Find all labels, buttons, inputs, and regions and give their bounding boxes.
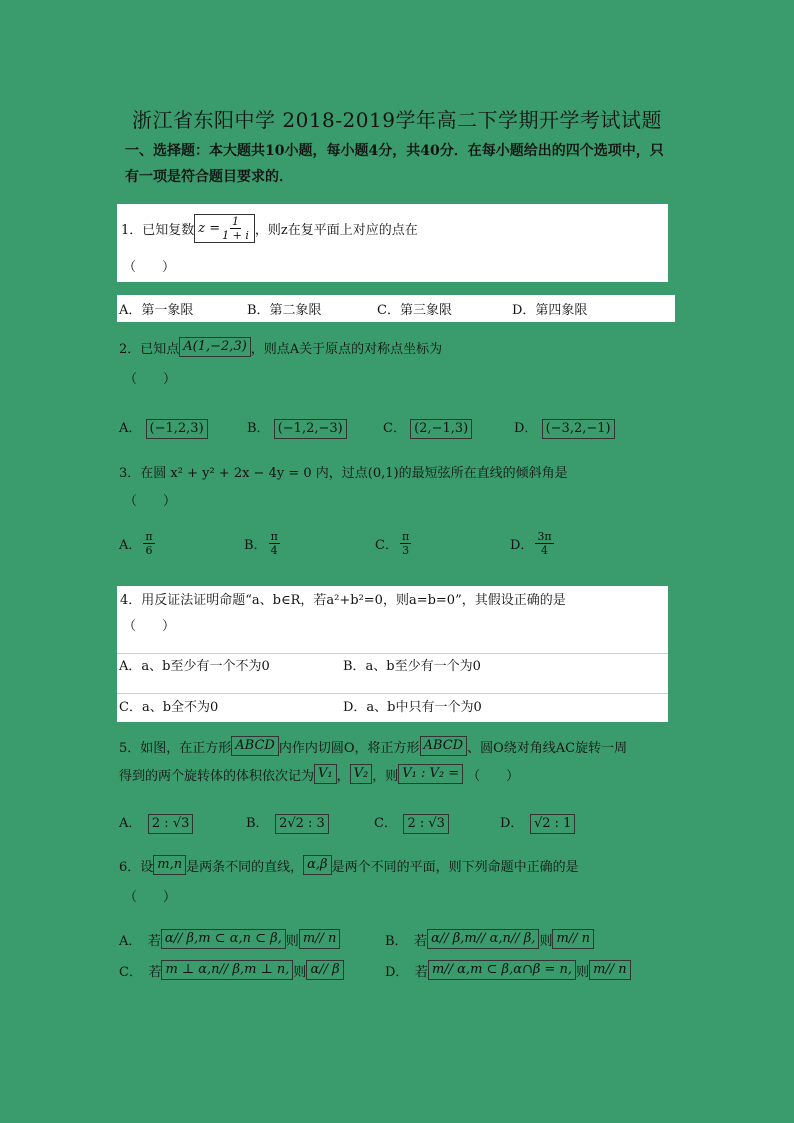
section-line-2: 有一项是符合题目要求的． [125,169,293,185]
q1-option-b: B．第二象限 [247,303,322,318]
q6-stem: 6．设 m,n 是两条不同的直线， α,β 是两个不同的平面，则下列命题中正确的是 [119,857,579,875]
q4-option-a: A．a、b至少有一个不为0 [119,659,270,674]
q5-option-d: D． √2 : 1 [500,812,575,834]
q5-stem-line-1: 5．如图，在正方形 ABCD 内作内切圆O，将正方形 ABCD 、圆O绕对角线AC旋转一周 [119,738,628,756]
section-heading [125,138,685,190]
q3-option-b: B． $\frac{\pi}{4}$ [244,530,278,557]
q4-box [117,586,668,722]
q2-point: A(1,−2,3) [179,337,251,357]
q1-box [117,204,668,282]
q1-prefix: 1．已知复数 [121,223,195,238]
q3-option-a: A． $\frac{\pi}{6}$ [119,530,153,557]
q4-answer-paren: （ ） [123,619,176,634]
section-line-1: 一、选择题：本大题共10小题，每小题4分，共40分．在每小题给出的四个选项中，只 [125,143,664,159]
q2-stem: 2．已知点 A(1,−2,3) ，则点A关于原点的对称点坐标为 [119,339,443,357]
q4-option-c: C．a、b全不为0 [119,700,219,715]
q1-option-c: C．第三象限 [377,303,452,318]
doc-title: 浙江省东阳中学 2018-2019学年高二下学期开学考试试题 [132,108,662,132]
q1-options [117,295,675,322]
q4-divider-2 [117,693,668,694]
q1-option-d: D．第四象限 [512,303,588,318]
q4-option-d: D．a、b中只有一个为0 [343,700,482,715]
q3-stem: 3．在圆 x² + y² + 2x − 4y = 0 内，过点(0,1)的最短弦所在直线的倾斜角是 [119,466,568,481]
q1-option-a: A．第一象限 [119,303,194,318]
q2-option-b: B． (−1,2,−3) [247,417,347,439]
q6-option-c: C． 若 m ⊥ α,n// β,m ⊥ n, 则 α// β [119,960,344,980]
q5-option-a: A． 2 : √3 [119,812,193,834]
q5-stem-line-2: 得到的两个旋转体的体积依次记为 V₁ ， V₂ ，则 V₁ : V₂ = （ ） [119,766,520,784]
q3-answer-paren: （ ） [124,494,177,509]
q1-answer-paren: （ ） [123,260,176,275]
q2-answer-paren: （ ） [124,372,177,387]
q1-formula: z = $\frac{1}{1 + i}$ [194,214,255,243]
q6-option-b: B． 若 α// β,m// α,n// β, 则 m// n [385,929,594,949]
q1-suffix: ，则z在复平面上对应的点在 [254,223,418,238]
q4-stem: 4．用反证法证明命题“a、b∈R，若a²+b²=0，则a=b=0”，其假设正确的是 [120,593,566,608]
q2-option-a: A． (−1,2,3) [119,417,208,439]
q6-option-d: D． 若 m// α,m ⊂ β,α∩β = n, 则 m// n [385,960,631,980]
q5-option-c: C． 2 : √3 [374,812,449,834]
q2-option-c: C． (2,−1,3) [383,417,472,439]
q6-answer-paren: （ ） [124,890,177,905]
q3-option-d: D． $\frac{3\pi}{4}$ [510,530,552,557]
q3-option-c: C． $\frac{\pi}{3}$ [375,530,410,557]
q4-option-b: B．a、b至少有一个为0 [343,659,481,674]
q6-option-a: A． 若 α// β,m ⊂ α,n ⊂ β, 则 m// n [119,929,340,949]
q2-option-d: D． (−3,2,−1) [514,417,615,439]
q4-divider-1 [117,653,668,654]
q5-option-b: B． 2√2 : 3 [246,812,329,834]
